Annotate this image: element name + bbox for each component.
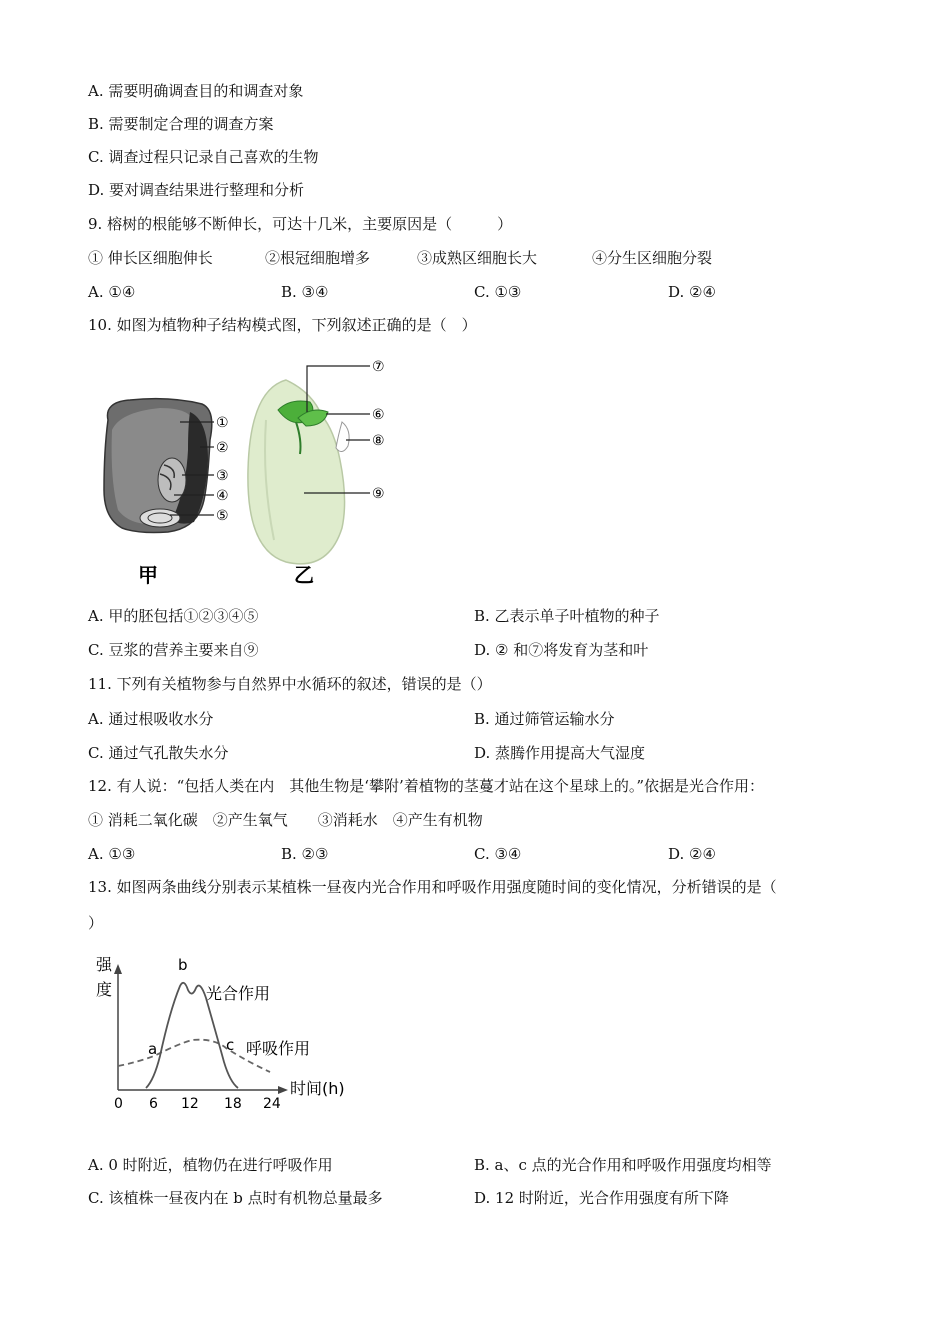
tick-24: 24 (263, 1096, 281, 1112)
label-6: ⑥ (372, 407, 385, 423)
q13-option-b: B. a、c 点的光合作用和呼吸作用强度均相等 (474, 1156, 772, 1174)
q12-stem: 12. 有人说：“包括人类在内 其他生物是‘攀附’着植物的茎蔓才站在这个星球上的。”依据是光合作用： (88, 777, 765, 795)
tick-12: 12 (181, 1096, 199, 1112)
q10-option-b: B. 乙表示单子叶植物的种子 (474, 607, 660, 625)
label-1: ① (216, 415, 229, 431)
q11-option-b: B. 通过筛管运输水分 (474, 710, 615, 728)
corn-seed-diagram (104, 399, 212, 533)
q9-item-3: ③成熟区细胞长大 (417, 249, 538, 267)
y-label-2: 度 (96, 980, 113, 999)
y-label-1: 强 (96, 955, 113, 974)
q8-option-a: A. 需要明确调查目的和调查对象 (88, 82, 304, 100)
label-4: ④ (216, 488, 229, 504)
q9-item-4: ④分生区细胞分裂 (592, 249, 713, 267)
caption-yi: 乙 (294, 563, 314, 587)
q12-option-d: D. ②④ (668, 845, 716, 863)
q13-option-d: D. 12 时附近，光合作用强度有所下降 (474, 1189, 729, 1207)
q11-stem: 11. 下列有关植物参与自然界中水循环的叙述，错误的是（） (88, 675, 492, 693)
label-3: ③ (216, 468, 229, 484)
q10-option-d: D. ② 和⑦将发育为茎和叶 (474, 641, 649, 659)
q9-stem: 9. 榕树的根能够不断伸长，可达十几米，主要原因是（ ） (88, 215, 513, 233)
q9-option-a: A. ①④ (88, 283, 136, 301)
q8-option-d: D. 要对调查结果进行整理和分析 (88, 181, 305, 199)
q12-option-a: A. ①③ (88, 845, 136, 863)
q11-option-a: A. 通过根吸收水分 (88, 710, 214, 728)
label-9: ⑨ (372, 486, 385, 502)
q8-option-b: B. 需要制定合理的调查方案 (88, 115, 274, 133)
x-label: 时间(h) (290, 1079, 345, 1098)
q12-option-b: B. ②③ (281, 845, 329, 863)
tick-18: 18 (224, 1096, 242, 1112)
q9-item-1: ① 伸长区细胞伸长 (88, 249, 213, 267)
q9-item-2: ②根冠细胞增多 (265, 249, 371, 267)
label-8: ⑧ (372, 433, 385, 449)
q9-option-c: C. ①③ (474, 283, 522, 301)
caption-jia: 甲 (138, 563, 158, 587)
q13-stem-line2: ） (88, 914, 104, 932)
q11-option-c: C. 通过气孔散失水分 (88, 744, 229, 762)
respiration-label: 呼吸作用 (246, 1039, 311, 1058)
label-2: ② (216, 440, 229, 456)
label-7: ⑦ (372, 359, 385, 375)
q9-option-d: D. ②④ (668, 283, 716, 301)
photosynthesis-respiration-graph (88, 950, 368, 1120)
q9-option-b: B. ③④ (281, 283, 329, 301)
q13-option-c: C. 该植株一昼夜内在 b 点时有机物总量最多 (88, 1189, 383, 1207)
q12-option-c: C. ③④ (474, 845, 522, 863)
q11-option-d: D. 蒸腾作用提高大气湿度 (474, 744, 646, 762)
q12-items: ① 消耗二氧化碳 ②产生氧气 ③消耗水 ④产生有机物 (88, 811, 483, 829)
q10-option-a: A. 甲的胚包括①②③④⑤ (88, 607, 259, 625)
q10-stem: 10. 如图为植物种子结构模式图，下列叙述正确的是（ ） (88, 316, 477, 334)
seed-structure-figure (90, 350, 410, 595)
bean-seed-diagram (248, 380, 349, 564)
tick-0: 0 (114, 1096, 123, 1112)
point-a-label: a (148, 1040, 158, 1058)
point-c-label: c (226, 1036, 235, 1054)
photosynthesis-label: 光合作用 (206, 984, 271, 1003)
point-b-label: b (178, 956, 188, 974)
q13-option-a: A. 0 时附近，植物仍在进行呼吸作用 (88, 1156, 333, 1174)
label-5: ⑤ (216, 508, 229, 524)
q8-option-c: C. 调查过程只记录自己喜欢的生物 (88, 148, 319, 166)
q13-stem-line1: 13. 如图两条曲线分别表示某植株一昼夜内光合作用和呼吸作用强度随时间的变化情况，分析错误的是（ (88, 878, 777, 896)
q10-option-c: C. 豆浆的营养主要来自⑨ (88, 641, 259, 659)
tick-6: 6 (149, 1096, 158, 1112)
